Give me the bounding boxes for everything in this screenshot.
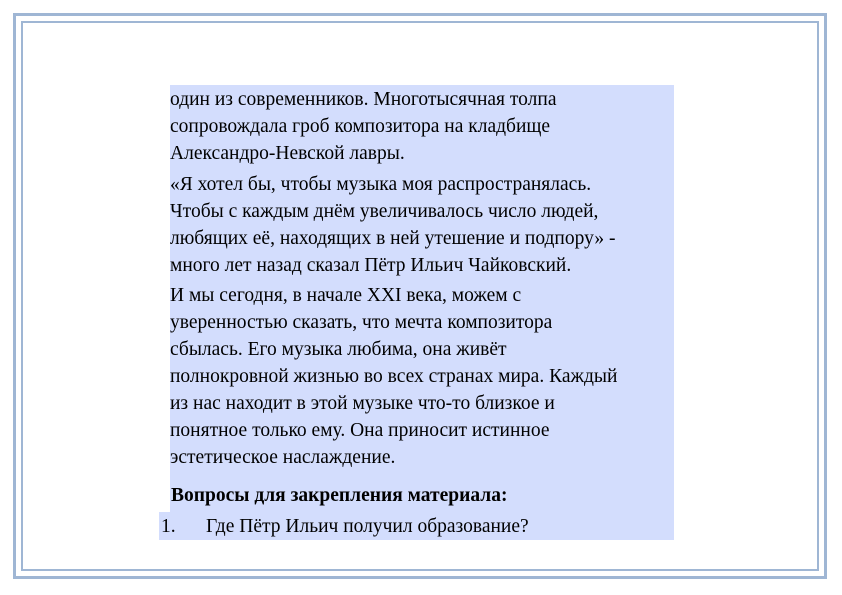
- paragraph-line: любящих её, находящих в ней утешение и подпору» -: [170, 228, 616, 249]
- questions-heading: Вопросы для закрепления материала:: [171, 485, 508, 506]
- paragraph-3: [170, 282, 680, 471]
- paragraph-line: полнокровной жизнью во всех странах мира. Каждый: [170, 366, 618, 387]
- paragraph-line: «Я хотел бы, чтобы музыка моя распространялась.: [170, 174, 592, 195]
- paragraph-line: понятное только ему. Она приносит истинное: [170, 420, 550, 441]
- paragraph-line: И мы сегодня, в начале XXI века, можем с: [170, 285, 522, 306]
- paragraph-line: Александро-Невской лавры.: [170, 143, 405, 164]
- paragraph-1: [170, 86, 680, 167]
- paragraph-line: много лет назад сказал Пётр Ильич Чайковский.: [170, 255, 572, 276]
- paragraph-line: из нас находит в этой музыке что-то близкое и: [170, 393, 555, 414]
- paragraph-line: сопровождала гроб композитора на кладбище: [170, 116, 551, 137]
- paragraph-line: эстетическое наслаждение.: [170, 447, 396, 468]
- paragraph-2: [170, 171, 680, 279]
- paragraph-line: уверенностью сказать, что мечта композитора: [170, 312, 553, 333]
- paragraph-line: один из современников. Многотысячная толпа: [170, 89, 557, 110]
- paragraph-line: сбылась. Его музыка любима, она живёт: [170, 339, 507, 360]
- question-text: Где Пётр Ильич получил образование?: [206, 516, 529, 537]
- paragraph-line: Чтобы с каждым днём увеличивалось число людей,: [170, 201, 599, 222]
- question-number: 1.: [161, 516, 176, 537]
